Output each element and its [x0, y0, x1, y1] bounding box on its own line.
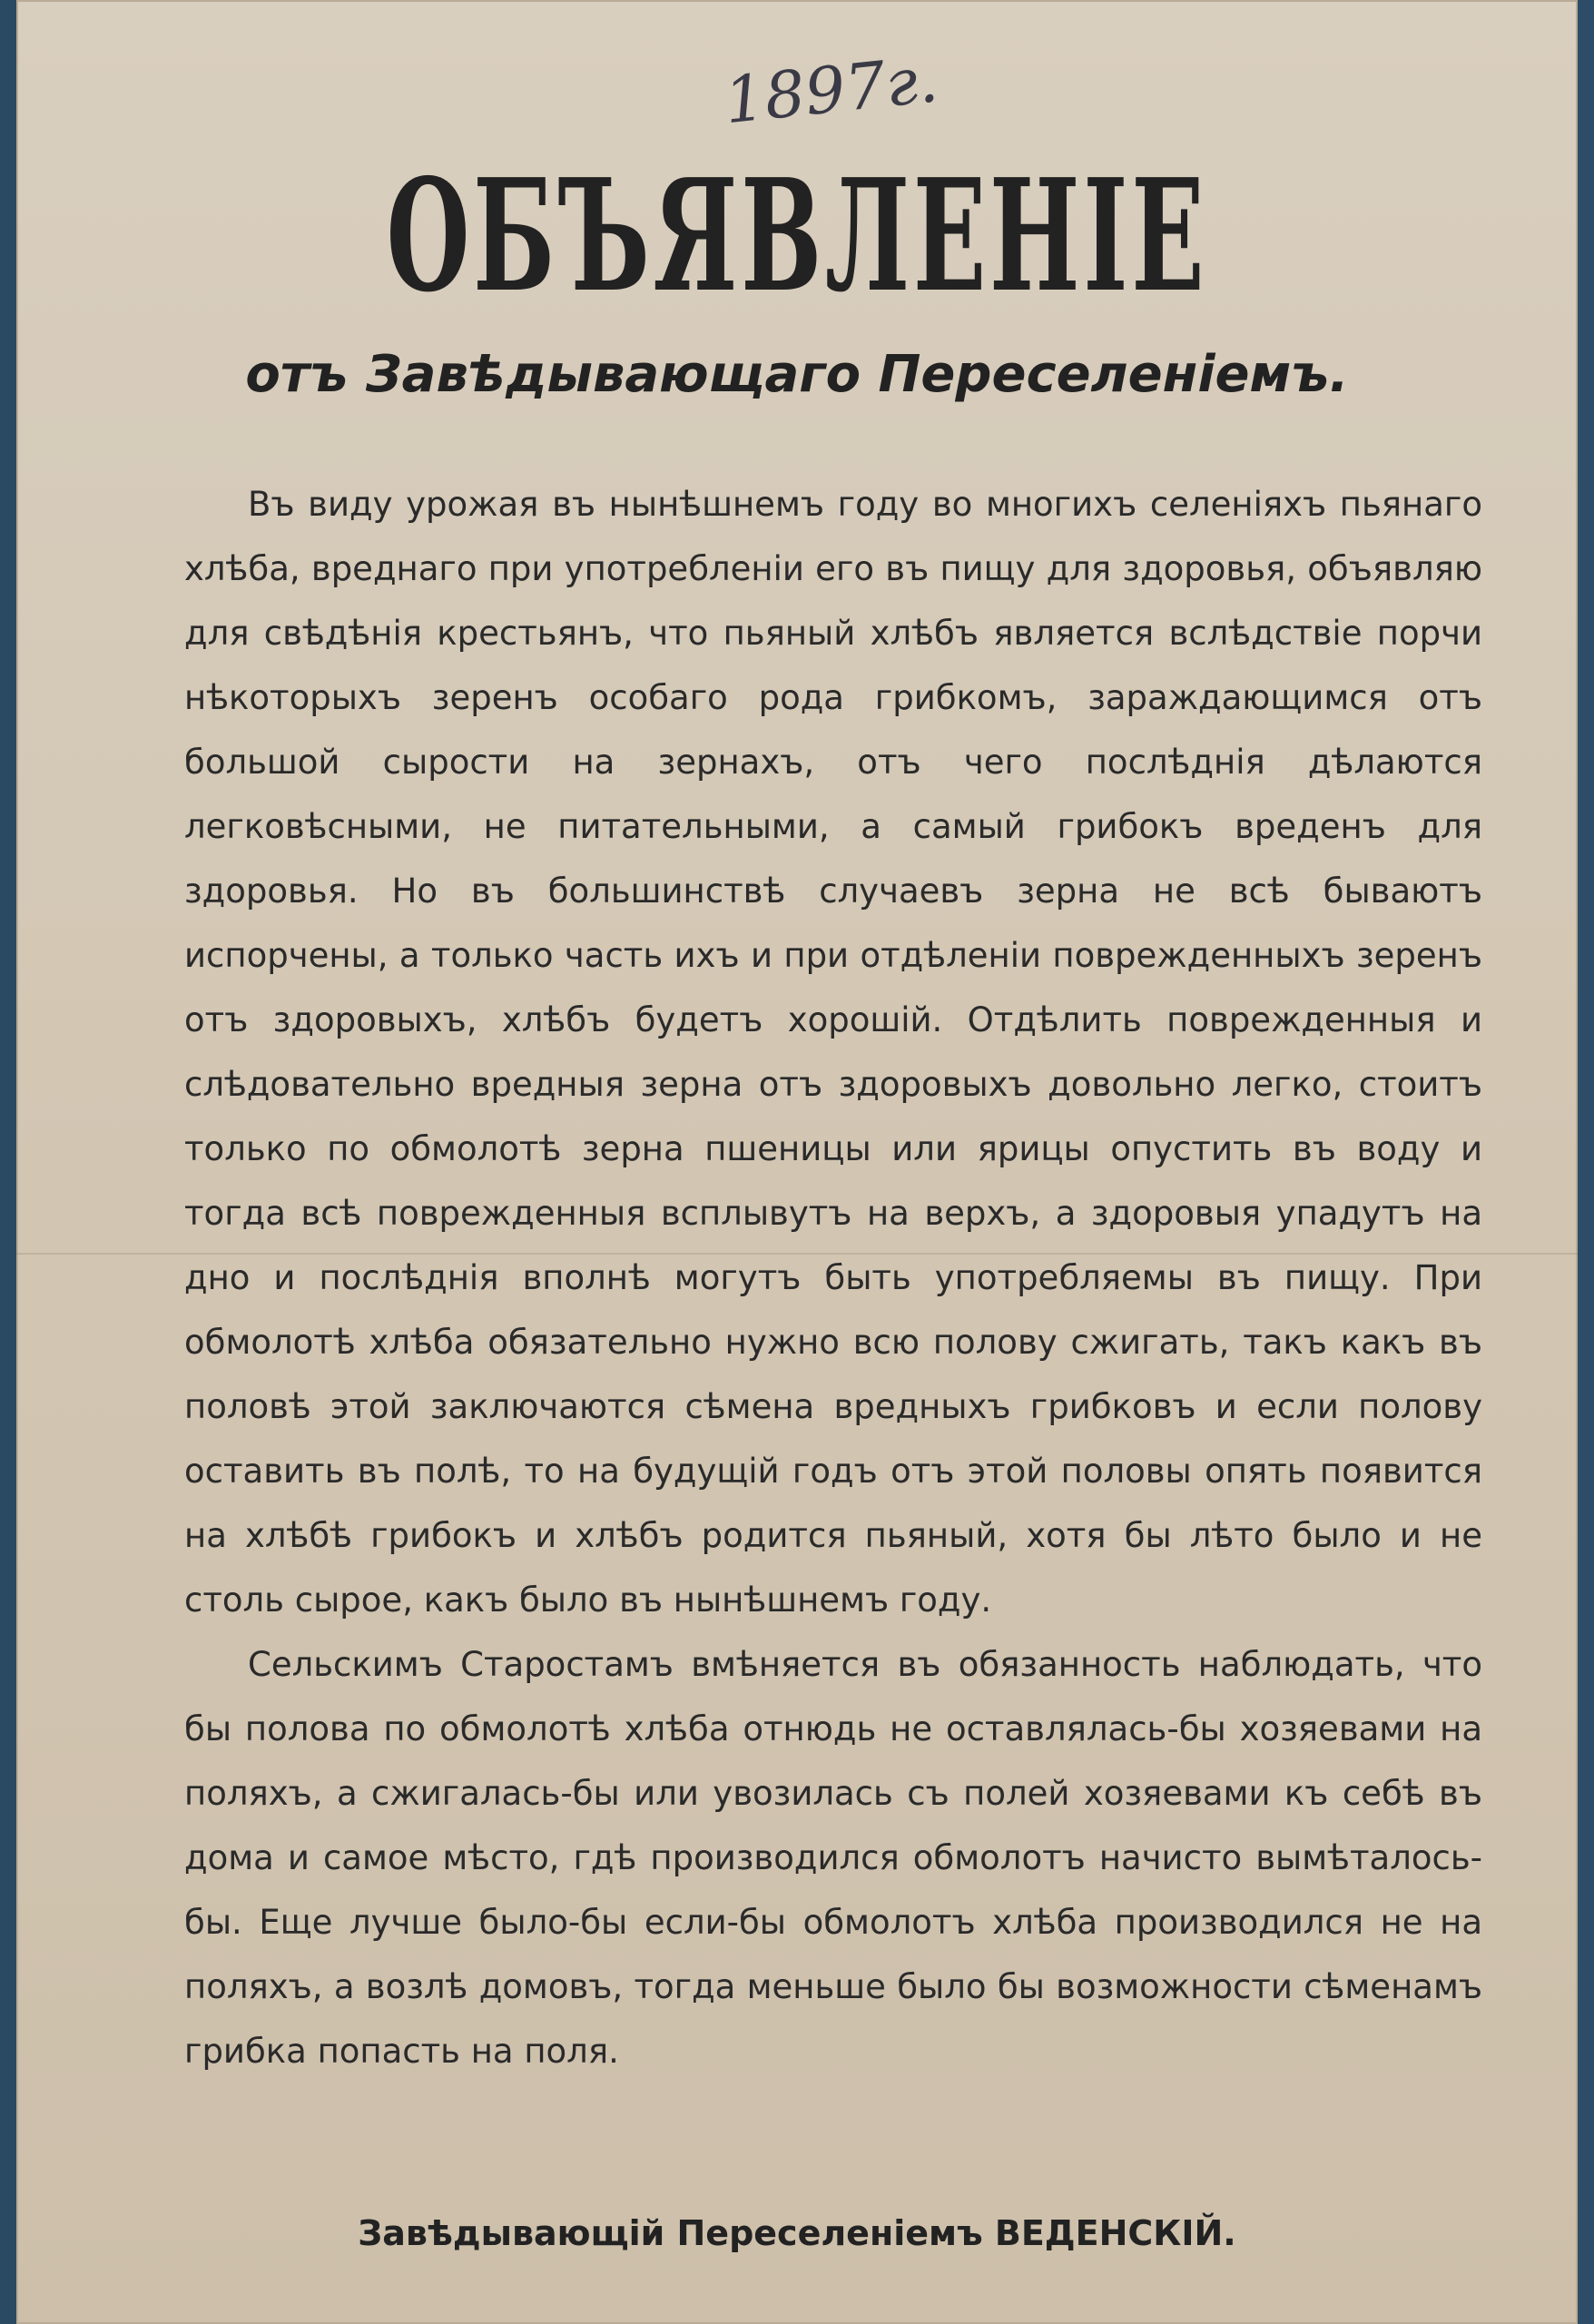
paragraph-2: Сельскимъ Старостамъ вмѣняется въ обязанность наблюдать, что бы полова по обмолотѣ хлѣба отнюдь не оставлялась-бы хозяевами на поляхъ, а сжигалась-бы или увозилась съ полей хозяевами къ себѣ въ дома и самое мѣсто, гдѣ производился обмолотъ начисто вымѣталось-бы. Еще лучше было-бы если-бы обмолотъ хлѣба производился не на поляхъ, а возлѣ домовъ, тогда меньше было бы возможности сѣменамъ грибка попасть на поля.	[184, 1645, 1482, 2071]
paper-sheet	[16, 0, 1578, 2324]
signature: Завѣдывающій Переселеніемъ ВЕДЕНСКІЙ.	[358, 2213, 1236, 2253]
document-body	[184, 472, 1482, 2083]
document-title: ОБЪЯВЛЕНІЕ	[386, 145, 1208, 327]
document-subtitle: отъ Завѣдывающаго Переселеніемъ.	[245, 345, 1349, 404]
paragraph-1: Въ виду урожая въ нынѣшнемъ году во многихъ селеніяхъ пьянаго хлѣба, вреднаго при употребленіи его въ пищу для здоровья, объявляю для свѣдѣнія крестьянъ, что пьяный хлѣбъ является вслѣдствіе порчи нѣкоторыхъ зеренъ особаго рода грибкомъ, зараждающимся отъ большой сырости на зернахъ, отъ чего послѣднія дѣлаются легковѣсными, не питательными, а самый грибокъ вреденъ для здоровья. Но въ большинствѣ случаевъ зерна не всѣ бываютъ испорчены, а только часть ихъ и при отдѣленіи поврежденныхъ зеренъ отъ здоровыхъ, хлѣбъ будетъ хорошій. Отдѣлить поврежденныя и слѣдовательно вредныя зерна отъ здоровыхъ довольно легко, стоитъ только по обмолотѣ зерна пшеницы или ярицы опустить въ воду и тогда всѣ поврежденныя всплывутъ на верхъ, а здоровыя упадутъ на дно и послѣднія вполнѣ могутъ быть употребляемы въ пищу. При обмолотѣ хлѣба обязательно нужно всю полову сжигать, такъ какъ въ половѣ этой заключаются сѣмена вредныхъ грибковъ и если полову оставить въ полѣ, то на будущій годъ отъ этой половы опять появится на хлѣбѣ грибокъ и хлѣбъ родится пьяный, хотя бы лѣто было и не столь сырое, какъ было въ нынѣшнемъ году.	[184, 485, 1482, 1620]
handwritten-year: 1897г.	[720, 42, 942, 139]
